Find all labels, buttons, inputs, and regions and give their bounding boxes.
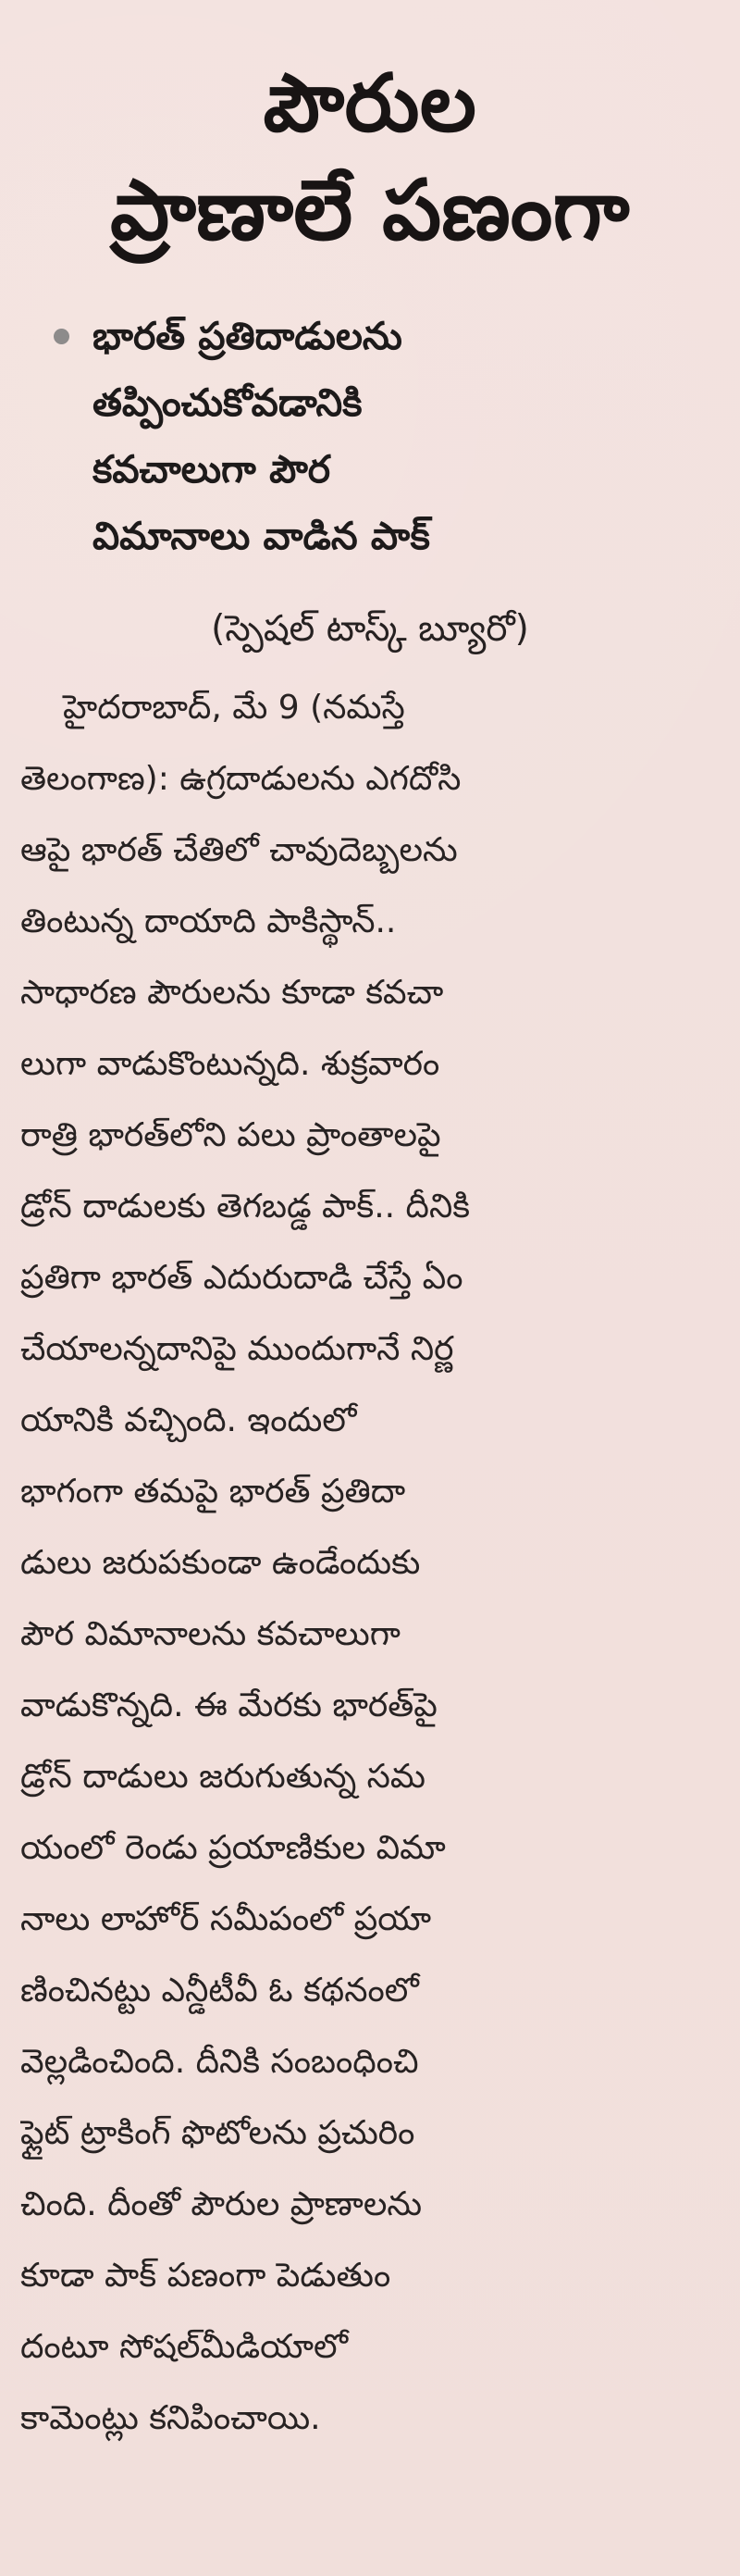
body-line: డులు జరుపకుండా ఉండేందుకు — [20, 1543, 421, 1582]
body-line: డ్రోన్ దాడులు జరుగుతున్న సమ — [20, 1757, 426, 1796]
body-line: వాడుకొన్నది. ఈ మేరకు భారత్‌పై — [20, 1686, 438, 1724]
article-body — [20, 672, 720, 2454]
body-line: పౌర విమానాలను కవచాలుగా — [20, 1614, 401, 1653]
body-line: యానికి వచ్చింది. ఇందులో — [20, 1400, 357, 1439]
summary-line: భారత్ ప్రతిదాడులను — [92, 314, 402, 359]
headline-line-2: ప్రాణాలే పణంగా — [110, 162, 630, 260]
body-line: వెల్లడించింది. దీనికి సంబంధించి — [20, 2042, 419, 2081]
body-line: కామెంట్లు కనిపించాయి. — [20, 2398, 321, 2437]
summary-line: కవచాలుగా పౌర — [92, 447, 331, 492]
article-byline: (స్పెషల్ టాస్క్ బ్యూరో) — [211, 608, 529, 651]
body-line: సాధారణ పౌరులను కూడా కవచా — [20, 973, 444, 1012]
body-line: లుగా వాడుకొంటున్నది. శుక్రవారం — [20, 1044, 440, 1083]
body-line: చింది. దీంతో పౌరుల ప్రాణాలను — [20, 2184, 423, 2223]
body-line: రాత్రి భారత్‌లోని పలు ప్రాంతాలపై — [20, 1115, 441, 1154]
bullet-point-icon — [54, 329, 69, 344]
body-line: హైదరాబాద్, మే 9 (నమస్తే — [63, 688, 405, 727]
body-line: దంటూ సోషల్‌మీడియాలో — [20, 2327, 349, 2366]
body-line: తెలంగాణ): ఉగ్రదాడులను ఎగదోసి — [20, 759, 462, 798]
body-line: నాలు లాహోర్ సమీపంలో ప్రయా — [20, 1899, 432, 1938]
body-line: తింటున్న దాయాది పాకిస్థాన్.. — [20, 902, 397, 940]
article-summary — [20, 303, 720, 569]
body-line: చేయాలన్నదానిపై ముందుగానే నిర్ణ — [20, 1329, 454, 1368]
body-line: భాగంగా తమపై భారత్ ప్రతిదా — [20, 1472, 406, 1511]
body-line: యంలో రెండు ప్రయాణికుల విమా — [20, 1828, 446, 1867]
body-line: ఫ్లైట్ ట్రాకింగ్ ఫొటోలను ప్రచురిం — [20, 2113, 415, 2152]
body-line: ఆపై భారత్ చేతిలో చావుదెబ్బలను — [20, 830, 458, 869]
body-line: డ్రోన్ దాడులకు తెగబడ్డ పాక్.. దీనికి — [20, 1187, 471, 1226]
body-line: కూడా పాక్ పణంగా పెడుతుం — [20, 2256, 391, 2295]
summary-line: విమానాలు వాడిన పాక్ — [92, 514, 430, 559]
body-line: ప్రతిగా భారత్ ఎదురుదాడి చేస్తే ఏం — [20, 1258, 463, 1297]
summary-line: తప్పించుకోవడానికి — [92, 380, 363, 426]
headline-line-1: పౌరుల — [263, 57, 477, 150]
body-line: ణించినట్టు ఎన్డీటీవీ ఓ కథనంలో — [20, 1971, 419, 2010]
article-headline — [20, 59, 720, 258]
